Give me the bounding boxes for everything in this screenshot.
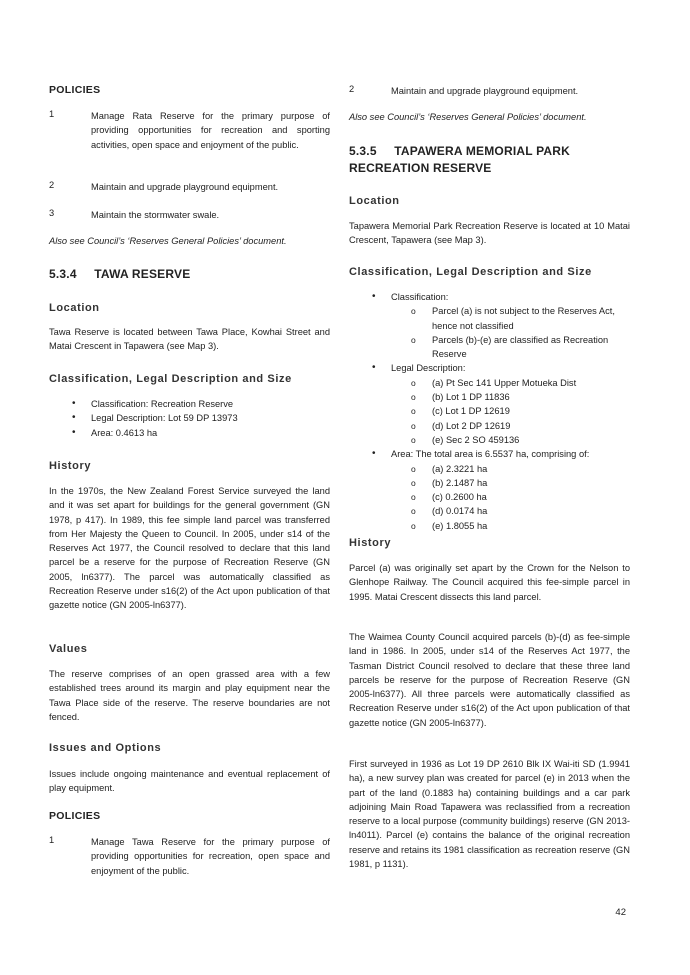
legal-sublist [349, 376, 630, 447]
area-list [349, 447, 630, 461]
policies-heading: POLICIES [49, 810, 101, 822]
section-title-line2: RECREATION RESERVE [349, 161, 492, 175]
values-text: The reserve comprises of an open grassed area with a few established trees around its margin and play equipment near the Tawa Place side of the reserve. The reserve boundaries are not fenced. [49, 669, 330, 722]
sub-list-item: o (c) Lot 1 DP 12619 [349, 404, 630, 418]
policies-heading: POLICIES [49, 84, 101, 96]
section-title: TAWA RESERVE [94, 267, 191, 281]
see-also-note: Also see Council’s ‘Reserves General Policies’ document. [349, 112, 587, 122]
policy-number: 1 [49, 109, 55, 119]
sub-list-item: o (a) 2.3221 ha [349, 462, 630, 476]
values-heading: Values [49, 643, 88, 655]
classification-heading: Classification, Legal Description and Size [349, 266, 592, 278]
policy-number: 3 [49, 208, 55, 218]
policy-text: Manage Rata Reserve for the primary purpose of providing opportunities for recreation and sporting activities, open space and enjoyment of the public. [91, 111, 330, 150]
section-heading [49, 266, 330, 283]
sub-list-item: o (c) 0.2600 ha [349, 490, 630, 504]
list-item: • Area: The total area is 6.5537 ha, comprising of: [349, 447, 630, 461]
sub-list-item: o Parcels (b)-(e) are classified as Recreation Reserve [349, 333, 630, 362]
policy-number: 2 [49, 180, 55, 190]
section-number: 5.3.5 [349, 144, 377, 158]
area-sublist [349, 462, 630, 533]
sub-list-item: o (e) 1.8055 ha [349, 519, 630, 533]
location-text: Tawa Reserve is located between Tawa Place, Kowhai Street and Matai Crescent in Tapawera (see Map 3). [49, 327, 330, 352]
see-also-note: Also see Council’s ‘Reserves General Policies’ document. [49, 236, 287, 246]
policy-text: Maintain and upgrade playground equipment. [391, 86, 579, 96]
history-paragraph: Parcel (a) was originally set apart by the Crown for the Nelson to Glenhope Railway. The Council acquired this fee-simple parcel in 1995. Matai Crescent dissects this land parcel. [349, 563, 630, 602]
issues-heading: Issues and Options [49, 742, 162, 754]
location-heading: Location [349, 195, 400, 207]
list-item: • Area: 0.4613 ha [49, 426, 330, 440]
sub-list-item: o (e) Sec 2 SO 459136 [349, 433, 630, 447]
section-heading [349, 143, 630, 177]
classification-list [349, 290, 630, 304]
history-paragraph: The Waimea County Council acquired parcels (b)-(d) as fee-simple land in 1986. In 2005, under s14 of the Reserves Act 1977, the Tasman District Council resolved to declare that these three land parcels be reserve for the purpose of Recreation Reserve (GN 2005-ln6377). All three parcels were automatically classified as Recreation Reserve under s16(2) of the Act upon publication of that gazette notice (GN 2005-ln6377). [349, 632, 630, 728]
location-heading: Location [49, 302, 100, 314]
policy-number: 2 [349, 84, 355, 94]
policy-text: Maintain the stormwater swale. [91, 210, 220, 220]
policy-text: Maintain and upgrade playground equipment. [91, 182, 279, 192]
list-item: • Legal Description: Lot 59 DP 13973 [49, 411, 330, 425]
section-title-line1: TAPAWERA MEMORIAL PARK [394, 144, 570, 158]
page-number: 42 [615, 907, 626, 918]
sub-list-item: o (b) Lot 1 DP 11836 [349, 390, 630, 404]
sub-list-item: o (a) Pt Sec 141 Upper Motueka Dist [349, 376, 630, 390]
history-heading: History [349, 537, 392, 549]
classification-list [49, 397, 330, 440]
legal-list [349, 361, 630, 375]
classification-details [349, 290, 630, 533]
section-number: 5.3.4 [49, 267, 77, 281]
issues-text: Issues include ongoing maintenance and eventual replacement of play equipment. [49, 769, 330, 794]
location-text: Tapawera Memorial Park Recreation Reserve is located at 10 Matai Crescent, Tapawera (see Map 3). [349, 221, 630, 246]
sub-list-item: o Parcel (a) is not subject to the Reserves Act, hence not classified [349, 304, 630, 333]
sub-list-item: o (d) Lot 2 DP 12619 [349, 419, 630, 433]
list-item: • Classification: [349, 290, 630, 304]
classification-sublist [349, 304, 630, 361]
sub-list-item: o (d) 0.0174 ha [349, 504, 630, 518]
list-item: • Classification: Recreation Reserve [49, 397, 330, 411]
history-text: In the 1970s, the New Zealand Forest Service surveyed the land and it was set apart for buildings for the general government (GN 1978, p 417). In 1989, this fee simple land parcel was transferred from Her Majesty the Queen to Council. In 2005, under s14 of the Reserves Act 1977, the Council resolved to declare that this land parcel be a reserve for the purpose of Recreation Reserve (GN 2005, ln6377). The parcel was automatically classified as Recreation Reserve under s16(2) of the Act upon publication of that gazette notice (GN 2005-ln6377). [49, 486, 330, 611]
history-paragraph: First surveyed in 1936 as Lot 19 DP 2610 Blk IX Wai-iti SD (1.9941 ha), a new survey plan was created for parcel (e) in 2013 when the part of the land (0.1883 ha) containing buildings and a car park adjoining Main Road Tapawera was reclassified from a recreation reserve to a local purpose (community buildings) reserve (GN 2013-ln4011). Parcel (e) contains the balance of the original recreation reserve and retains its 1981 classification as recreation reserve (GN 1981, p 1131). [349, 759, 630, 870]
history-heading: History [49, 460, 92, 472]
policy-number: 1 [49, 835, 55, 845]
policy-text: Manage Tawa Reserve for the primary purpose of providing opportunities for recreation, open space and enjoyment of the public. [91, 837, 330, 876]
list-item: • Legal Description: [349, 361, 630, 375]
sub-list-item: o (b) 2.1487 ha [349, 476, 630, 490]
classification-heading: Classification, Legal Description and Size [49, 373, 292, 385]
